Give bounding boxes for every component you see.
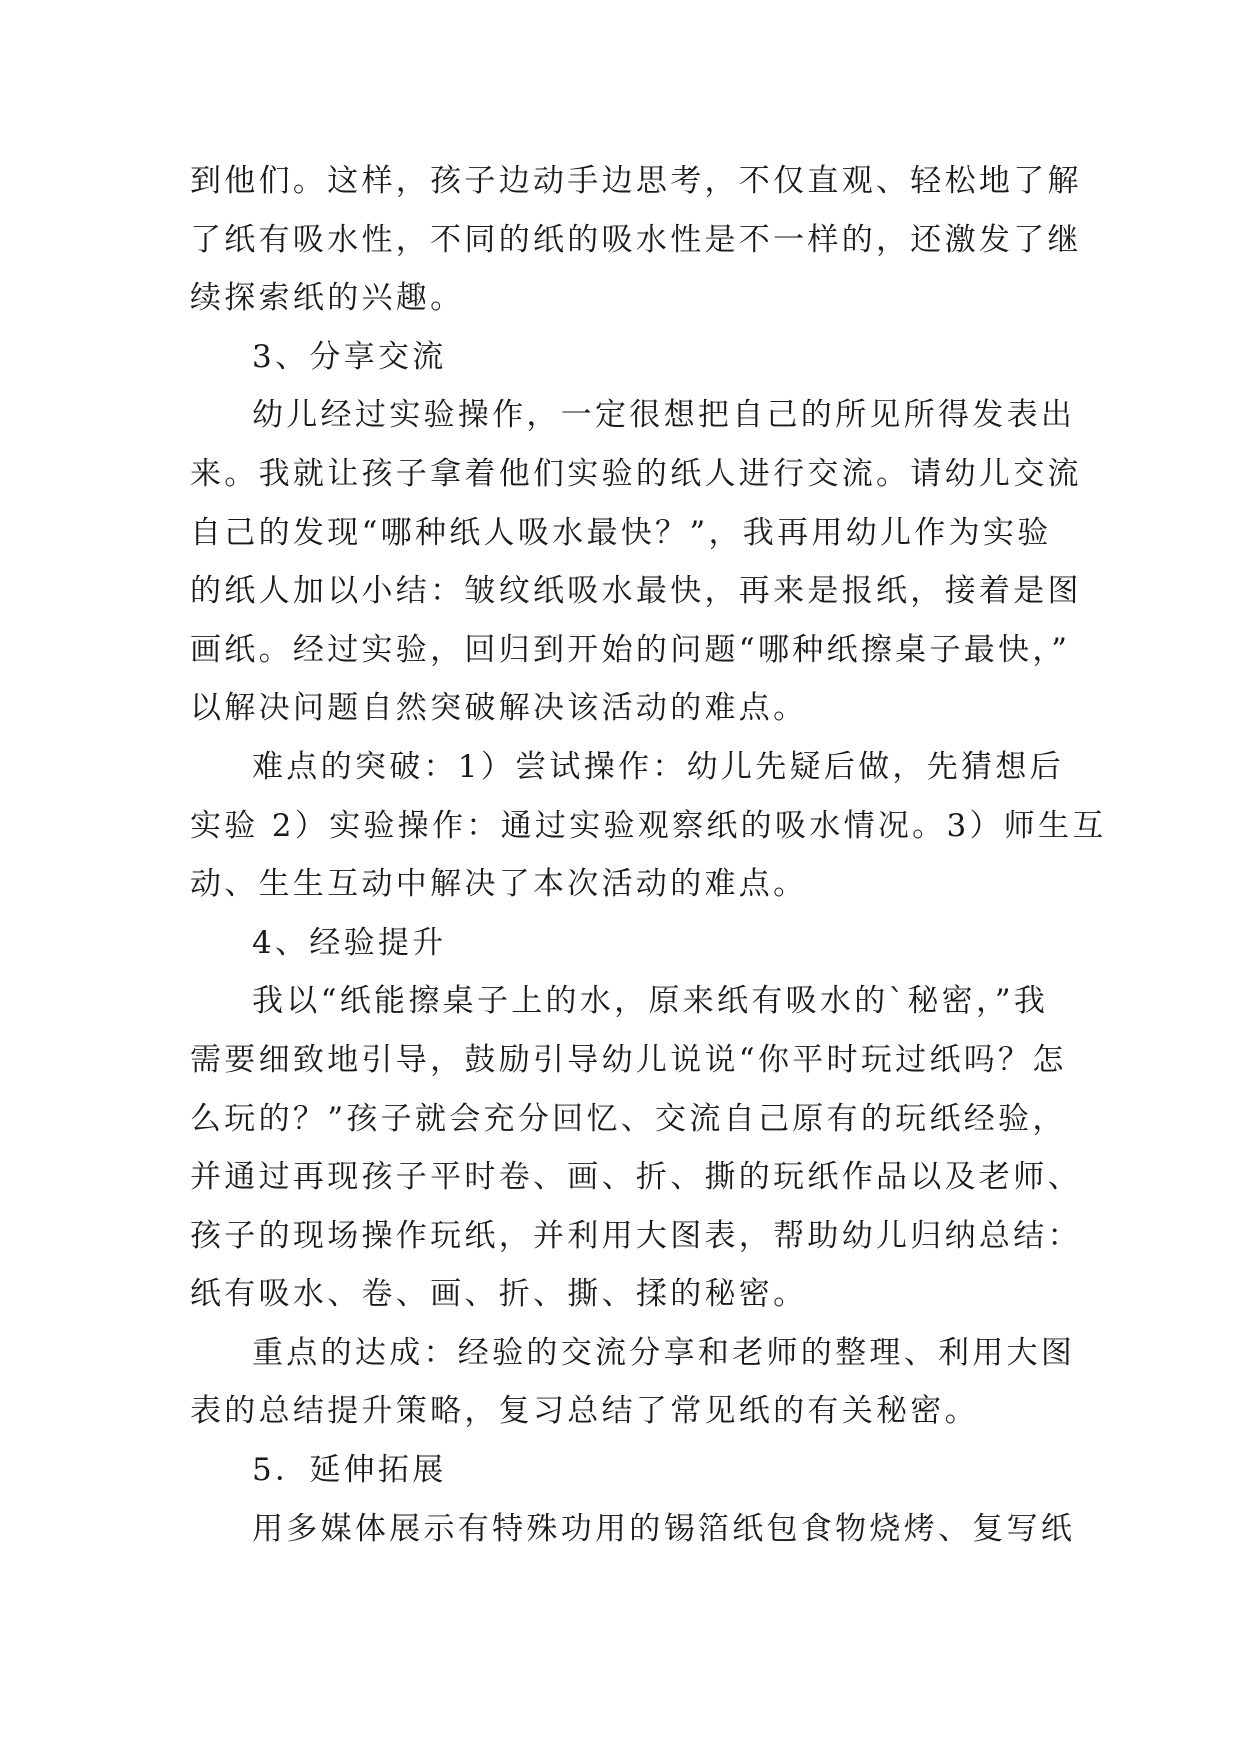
text-line: 孩子的现场操作玩纸，并利用大图表，帮助幼儿归纳总结：	[190, 1217, 1082, 1254]
body-text	[190, 152, 1107, 1558]
text-line: 的纸人加以小结：皱纹纸吸水最快，再来是报纸，接着是图	[190, 573, 1082, 610]
section-heading: 4、经验提升	[252, 924, 447, 961]
text-line: 实验 2）实验操作：通过实验观察纸的吸水情况。3）师生互	[190, 807, 1107, 844]
text-line: 来。我就让孩子拿着他们实验的纸人进行交流。请幼儿交流	[190, 455, 1082, 492]
text-line: 以解决问题自然突破解决该活动的难点。	[190, 690, 808, 727]
section-heading: 3、分享交流	[252, 338, 447, 375]
text-line: 了纸有吸水性，不同的纸的吸水性是不一样的，还激发了继	[190, 221, 1082, 258]
text-line: 表的总结提升策略，复习总结了常见纸的有关秘密。	[190, 1393, 979, 1430]
text-line: 并通过再现孩子平时卷、画、折、撕的玩纸作品以及老师、	[190, 1159, 1082, 1196]
text-line: 我以“纸能擦桌子上的水，原来纸有吸水的`秘密，”我	[252, 983, 1049, 1020]
text-line: 需要细致地引导，鼓励引导幼儿说说“你平时玩过纸吗？怎	[190, 1041, 1067, 1078]
text-line: 自己的发现“哪种纸人吸水最快？”，我再用幼儿作为实验	[190, 514, 1052, 551]
text-line: 画纸。经过实验，回归到开始的问题“哪种纸擦桌子最快，”	[190, 631, 1071, 668]
text-line: 重点的达成：经验的交流分享和老师的整理、利用大图	[252, 1334, 1076, 1371]
text-line: 用多媒体展示有特殊功用的锡箔纸包食物烧烤、复写纸	[252, 1510, 1076, 1547]
text-line: 难点的突破：1）尝试操作：幼儿先疑后做，先猜想后	[252, 748, 1064, 785]
text-line: 续探索纸的兴趣。	[190, 280, 465, 317]
section-heading: 5．延伸拓展	[252, 1452, 447, 1489]
text-line: 么玩的？”孩子就会充分回忆、交流自己原有的玩纸经验，	[190, 1100, 1067, 1137]
text-line: 动、生生互动中解决了本次活动的难点。	[190, 866, 808, 903]
text-line: 到他们。这样，孩子边动手边思考，不仅直观、轻松地了解	[190, 163, 1082, 199]
text-line: 纸有吸水、卷、画、折、撕、揉的秘密。	[190, 1276, 808, 1313]
text-line: 幼儿经过实验操作，一定很想把自己的所见所得发表出	[252, 397, 1076, 434]
